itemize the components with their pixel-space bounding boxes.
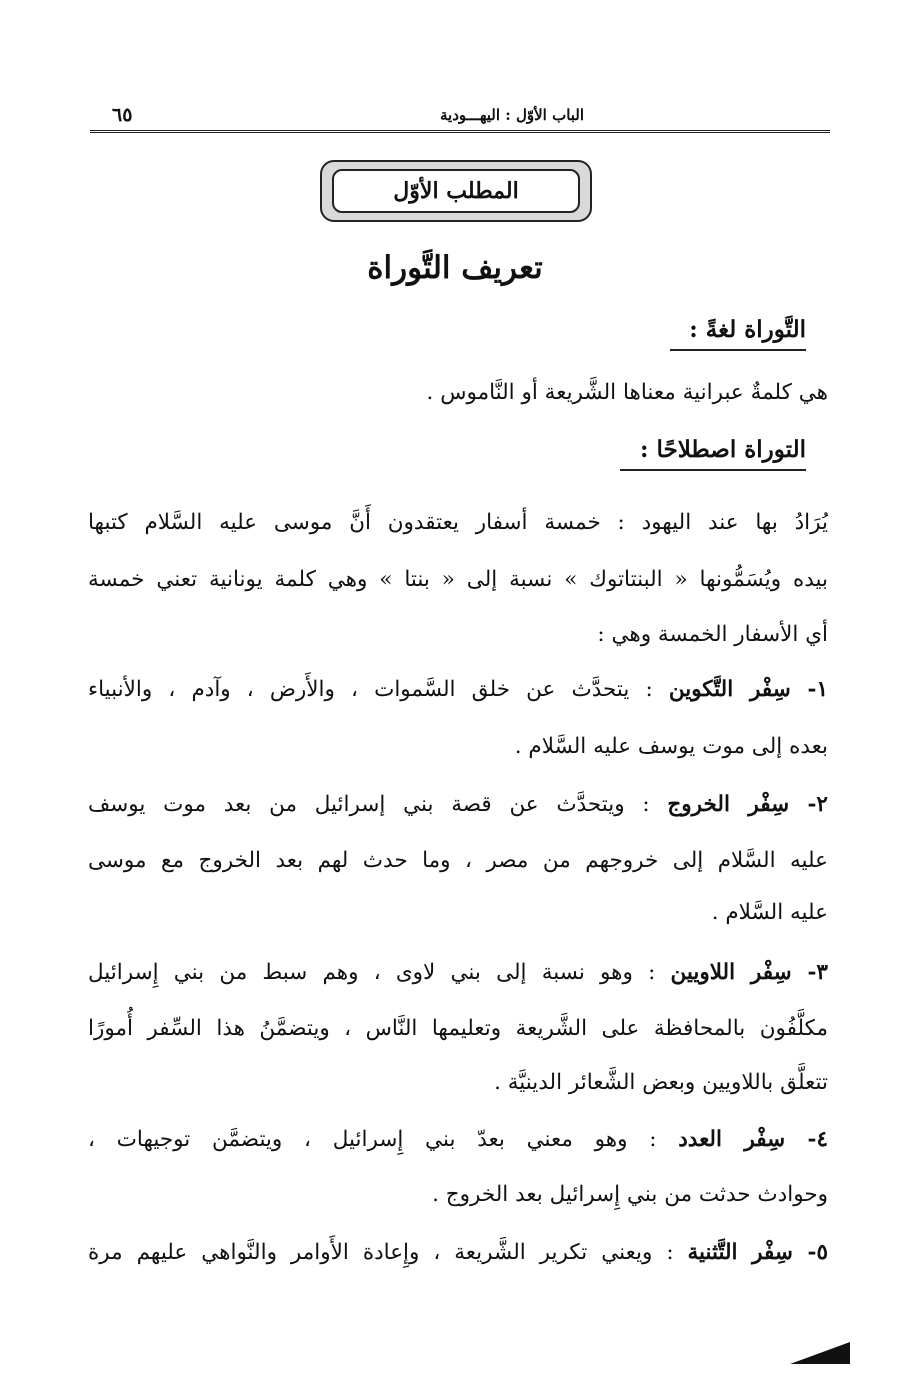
book-4-label: ٤- سِفْر العدد: [678, 1127, 828, 1152]
term-line-3: أي الأسفار الخمسة وهي :: [597, 622, 828, 647]
book-2-line-1: [88, 790, 828, 820]
book-5-line-1: [88, 1238, 828, 1268]
book-3-line-2: مكلَّفُون بالمحافظة على الشَّريعة وتعليمها النَّاس ، ويتضمَّنُ هذا السِّفر أُمورًا: [88, 1016, 828, 1041]
page-number: ٦٥: [112, 104, 133, 126]
book-1-label: ١- سِفْر التَّكوين: [668, 677, 828, 702]
book-5-label: ٥- سِفْر التَّثنية: [687, 1240, 828, 1265]
book-3-text: : وهو نسبة إلى بني لاوى ، وهم سبط من بني إِسرائيل: [88, 960, 671, 985]
book-2-line-2: عليه السَّلام إلى خروجهم من مصر ، وما حدث لهم بعد الخروج مع موسى: [88, 848, 828, 873]
book-2-line-3: عليه السَّلام .: [711, 900, 828, 925]
book-3-line-3: تتعلَّق باللاويين وبعض الشَّعائر الدينيَّة .: [494, 1070, 828, 1095]
page-title: تعريف التَّوراة: [367, 250, 543, 286]
book-4-line-2: وحوادث حدثت من بني إِسرائيل بعد الخروج .: [432, 1182, 828, 1207]
book-5-text: : ويعني تكرير الشَّريعة ، وإِعادة الأَوامر والنَّواهي عليهم مرة: [88, 1240, 688, 1265]
running-title: الباب الأوّل : اليهـــودية: [440, 106, 585, 124]
section-frame-inner: [332, 169, 580, 213]
page-header: [90, 104, 830, 130]
term-heading: التوراة اصطلاحًا :: [620, 436, 806, 471]
book-3-line-1: [88, 958, 828, 988]
book-2-label: ٢- سِفْر الخروج: [667, 792, 828, 817]
continuation-mark-icon: [790, 1336, 852, 1366]
book-1-line-2: بعده إلى موت يوسف عليه السَّلام .: [514, 734, 828, 759]
book-3-label: ٣- سِفْر اللاويين: [670, 960, 828, 985]
term-line-2: بيده ويُسَمُّونها « البنتاتوك » نسبة إلى « بنتا » وهي كلمة يونانية تعني خمسة: [88, 567, 828, 592]
header-rule: [90, 130, 830, 133]
term-line-1: يُرَادُ بها عند اليهود : خمسة أسفار يعتقدون أَنَّ موسى عليه السَّلام كتبها: [88, 510, 828, 535]
book-4-text: : وهو معني بعدّ بني إِسرائيل ، ويتضمَّن توجيهات ،: [88, 1127, 679, 1152]
section-label: المطلب الأوّل: [393, 178, 519, 204]
book-1-text: : يتحدَّث عن خلق السَّموات ، والأَرض ، وآدم ، والأنبياء: [88, 677, 669, 702]
language-heading: التَّوراة لغةً :: [670, 316, 806, 351]
book-4-line-1: [88, 1125, 828, 1155]
book-2-text: : ويتحدَّث عن قصة بني إسرائيل من بعد موت يوسف: [88, 792, 668, 817]
book-1-line-1: [88, 675, 828, 705]
section-frame: [320, 160, 592, 222]
language-text: هي كلمةٌ عبرانية معناها الشَّريعة أو النَّاموس .: [426, 380, 828, 405]
